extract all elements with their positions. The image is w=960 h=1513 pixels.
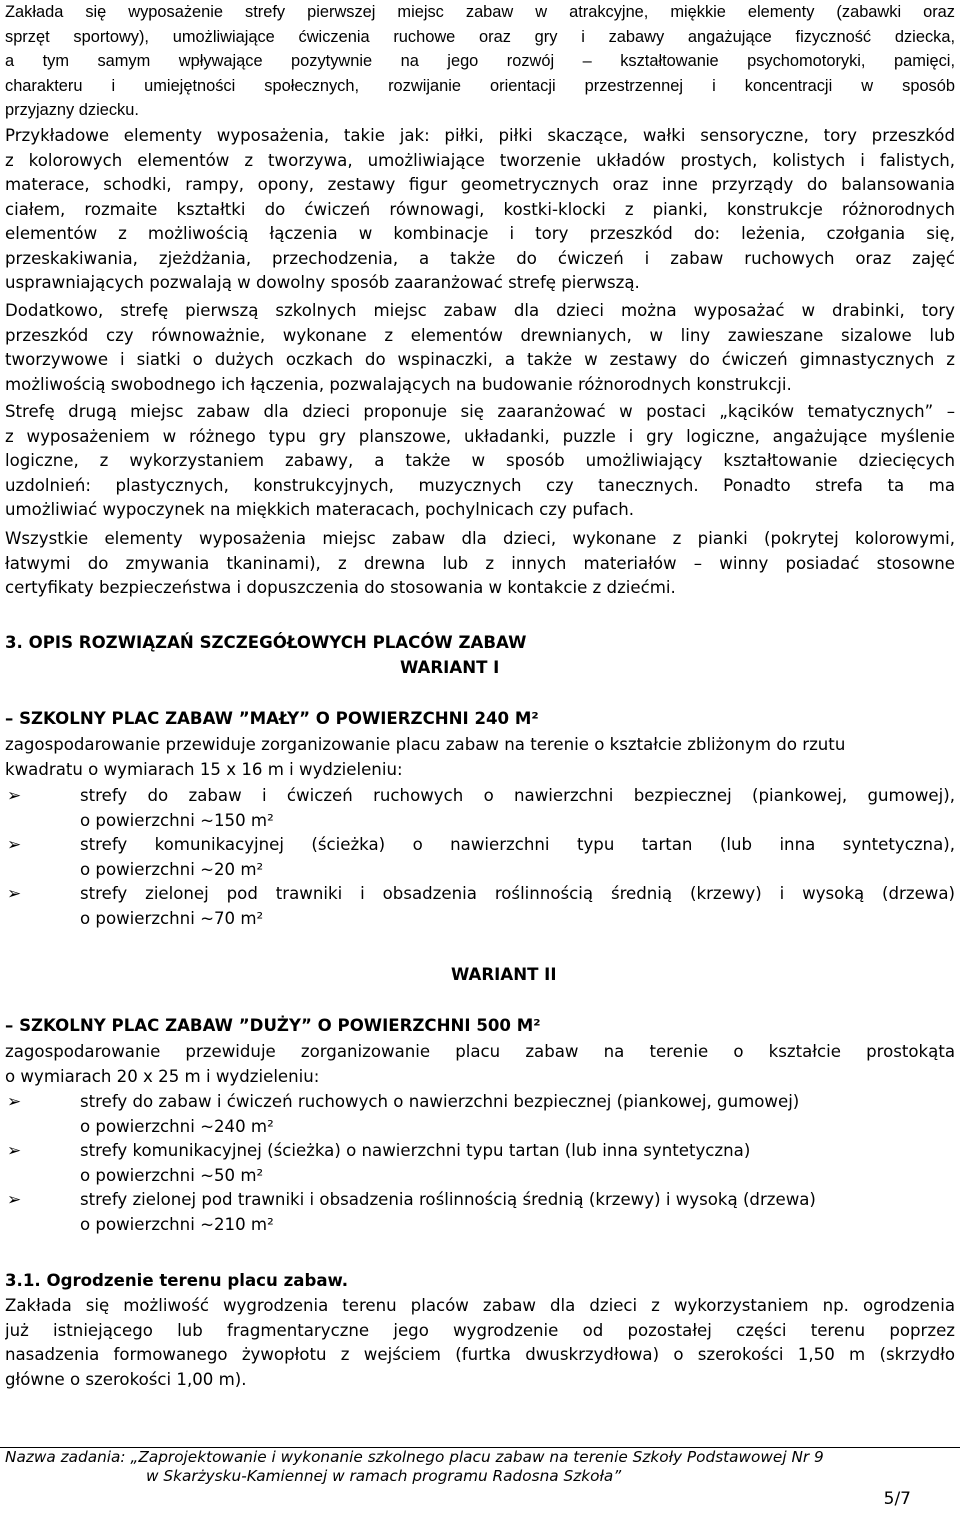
text-line: łatwymi do zmywania tkaninami), z drewna lub z innych materiałów – winny posiadać stosowne (5, 553, 955, 573)
text-line: tworzywowe i siatki o dużych oczkach do wspinaczki, a także w zestawy do ćwiczeń gimnastycznych z (5, 350, 955, 369)
text-line: Przykładowe elementy wyposażenia, takie jak: piłki, piłki skaczące, wałki sensoryczne, tory przeszkód (5, 126, 955, 145)
text-line: o powierzchni ~240 m² (80, 1116, 274, 1136)
text-line: o powierzchni ~50 m² (80, 1165, 264, 1185)
text-line: Zakłada się wyposażenie strefy pierwszej miejsc zabaw w atrakcyjne, miękkie elementy (zabawki oraz (5, 3, 955, 21)
text-line: strefy do zabaw i ćwiczeń ruchowych o nawierzchni bezpiecznej (piankowej, gumowej), (80, 786, 955, 805)
arrow-bullet-icon: ➢ (7, 884, 22, 904)
variant-2-title: WARIANT II (451, 965, 557, 984)
text-line: zagospodarowanie przewiduje zorganizowanie placu zabaw na terenie o kształcie prostokąta (5, 1042, 955, 1061)
text-line: Strefę drugą miejsc zabaw dla dzieci proponuje się zaaranżować w postaci „kącików tematycznych” – (5, 402, 955, 421)
text-line: certyfikaty bezpieczeństwa i dopuszczenia do stosowania w kontakcie z dziećmi. (5, 578, 676, 597)
paragraph-additional-equipment (5, 299, 955, 397)
text-line: przeszkód czy równoważnie, wykonane z elementów drewnianych, w liny zawieszane sizalowe lub (5, 325, 955, 345)
text-line: możliwością swobodnego ich łączenia, pozwalających na budowanie różnorodnych konstrukcji. (5, 374, 792, 394)
list-item (5, 882, 955, 931)
text-line: Wszystkie elementy wyposażenia miejsc zabaw dla dzieci, wykonane z pianki (pokrytej kolorowymi, (5, 529, 955, 548)
footer-task-name: Nazwa zadania: „Zaprojektowanie i wykonanie szkolnego placu zabaw na terenie Szkoły Podstawowej Nr 9 (5, 1448, 824, 1466)
text-line: z wyposażeniem w różnego typu gry planszowe, układanki, puzzle i gry logiczne, angażujące myślenie (5, 426, 955, 446)
text-line: Zakłada się możliwość wygrodzenia terenu placów zabaw dla dzieci z wykorzystaniem np. ogrodzenia (5, 1296, 955, 1315)
variant-1-title: WARIANT I (400, 658, 500, 677)
text-line: strefy do zabaw i ćwiczeń ruchowych o nawierzchni bezpiecznej (piankowej, gumowej) (80, 1092, 800, 1111)
text-line: o powierzchni ~210 m² (80, 1214, 274, 1234)
text-line: strefy zielonej pod trawniki i obsadzenia roślinnością średnią (krzewy) i wysoką (drzewa) (80, 1190, 816, 1209)
variant-1-heading: – SZKOLNY PLAC ZABAW ”MAŁY” O POWIERZCHNI 240 M² (5, 709, 539, 728)
text-line: sprzęt sportowy), umożliwiające ćwiczenia ruchowe oraz gry i zabawy angażujące fizyczność dziecka, (5, 27, 955, 46)
text-line: strefy komunikacyjnej (ścieżka) o nawierzchni typu tartan (lub inna syntetyczna) (80, 1141, 751, 1160)
footer-task-location: w Skarżysku-Kamiennej w ramach programu Radosna Szkoła” (146, 1467, 622, 1485)
text-line: strefy zielonej pod trawniki i obsadzenia roślinnością średnią (krzewy) i wysoką (drzewa) (80, 884, 955, 903)
variant-1-zone-list (5, 784, 955, 931)
text-line: logiczne, z wykorzystaniem zabawy, a także w sposób umożliwiający kształtowanie dziecięcych (5, 451, 955, 470)
list-item (5, 833, 955, 882)
text-line: już istniejącego lub fragmentaryczne jego wygrodzenie od pozostałej części terenu poprzez (5, 1320, 955, 1340)
text-line: usprawniających pozwalają w dowolny sposób zaaranżować strefę pierwszą. (5, 273, 640, 292)
text-line: a tym samym wpływające pozytywnie na jego rozwój – kształtowanie psychomotoryki, pamięci, (5, 52, 955, 70)
text-line: charakteru i umiejętności społecznych, rozwijanie orientacji przestrzennej i koncentracji w sposób (5, 76, 955, 95)
text-line: ciałem, rozmaite kształtki do ćwiczeń równowagi, kostki-klocki z pianki, konstrukcje różnorodnych (5, 199, 955, 219)
text-line: kwadratu o wymiarach 15 x 16 m i wydzieleniu: (5, 759, 403, 779)
text-line: z kolorowych elementów z tworzywa, umożliwiające tworzenie układów prostych, kolistych i falistych, (5, 150, 955, 170)
list-item (5, 1188, 955, 1237)
text-line: materace, schodki, rampy, opony, zestawy figur geometrycznych oraz inne przyrządy do balansowania (5, 175, 955, 194)
text-line: przyjazny dziecku. (5, 101, 139, 119)
paragraph-certificates (5, 527, 955, 601)
variant-2-heading: – SZKOLNY PLAC ZABAW ”DUŻY” O POWIERZCHNI 500 M² (5, 1016, 541, 1035)
text-line: przeskakiwania, zjeżdżania, przechodzenia, a także do ćwiczeń i zabaw ruchowych oraz zajęć (5, 248, 955, 268)
text-line: strefy komunikacyjnej (ścieżka) o nawierzchni typu tartan (lub inna syntetyczna), (80, 835, 955, 854)
arrow-bullet-icon: ➢ (7, 1141, 22, 1161)
section-3-title: 3. OPIS ROZWIĄZAŃ SZCZEGÓŁOWYCH PLACÓW ZABAW (5, 633, 527, 652)
text-line: umożliwiać wypoczynek na miękkich materacach, pochylnicach czy pufach. (5, 500, 635, 519)
page-footer (0, 1447, 960, 1486)
arrow-bullet-icon: ➢ (7, 1190, 22, 1210)
variant-2-intro (5, 1040, 955, 1089)
paragraph-fencing (5, 1294, 955, 1392)
text-line: główne o szerokości 1,00 m). (5, 1369, 247, 1389)
text-line: elementów z możliwością łączenia w kombinacje i tory przeszkód do: leżenia, czołgania się, (5, 224, 955, 243)
variant-1-intro (5, 733, 955, 782)
text-line: o powierzchni ~150 m² (80, 810, 274, 830)
paragraph-zone-one-equipment (5, 0, 955, 123)
arrow-bullet-icon: ➢ (7, 1092, 22, 1112)
page-number: 5/7 (883, 1489, 911, 1509)
arrow-bullet-icon: ➢ (7, 835, 22, 855)
arrow-bullet-icon: ➢ (7, 786, 22, 806)
list-item (5, 1139, 955, 1188)
text-line: o wymiarach 20 x 25 m i wydzieleniu: (5, 1066, 320, 1086)
list-item (5, 1090, 955, 1139)
text-line: o powierzchni ~20 m² (80, 859, 264, 879)
text-line: uzdolnień: plastycznych, konstrukcyjnych, muzycznych czy tanecznych. Ponadto strefa ta ma (5, 475, 955, 495)
variant-2-zone-list (5, 1090, 955, 1237)
paragraph-example-elements (5, 124, 955, 296)
text-line: o powierzchni ~70 m² (80, 908, 264, 928)
text-line: zagospodarowanie przewiduje zorganizowanie placu zabaw na terenie o kształcie zbliżonym do rzutu (5, 735, 846, 754)
list-item (5, 784, 955, 833)
text-line: Dodatkowo, strefę pierwszą szkolnych miejsc zabaw dla dzieci można wyposażać w drabinki, tory (5, 301, 955, 320)
paragraph-zone-two (5, 400, 955, 523)
text-line: nasadzenia formowanego żywopłotu z wejściem (furtka dwuskrzydłowa) o szerokości 1,50 m (skrzydło (5, 1345, 955, 1364)
section-3-1-title: 3.1. Ogrodzenie terenu placu zabaw. (5, 1271, 349, 1290)
